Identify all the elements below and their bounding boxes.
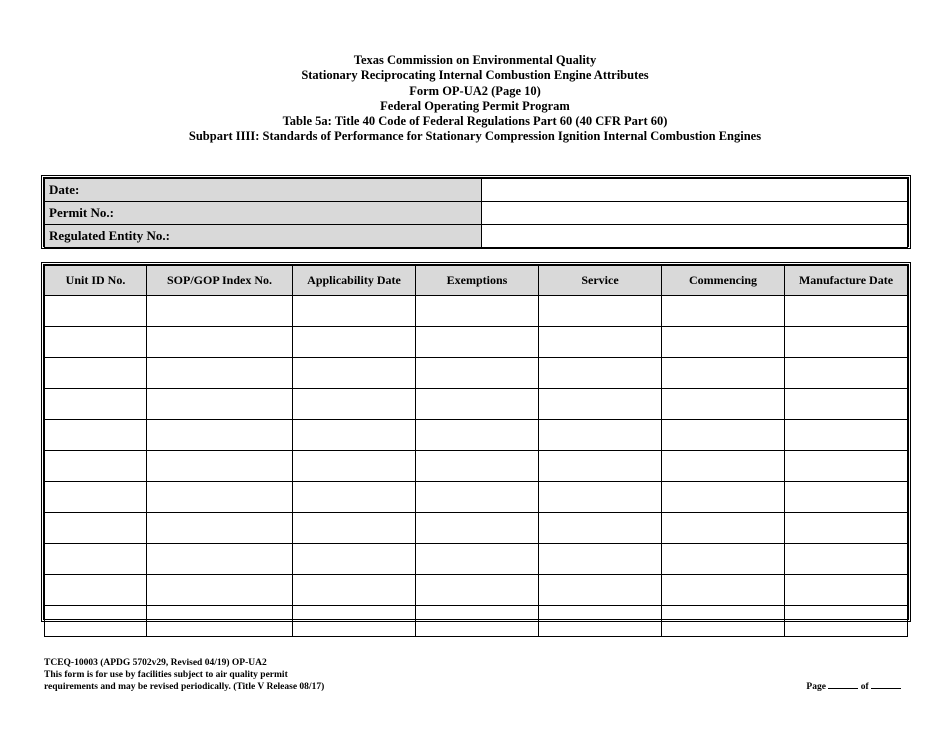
applicability-date-cell[interactable] (293, 575, 416, 606)
form-header (0, 53, 950, 145)
service-cell[interactable] (539, 513, 662, 544)
table-row (45, 606, 908, 637)
exemptions-cell[interactable] (416, 327, 539, 358)
exemptions-cell[interactable] (416, 296, 539, 327)
col-header-sop-gop-index: SOP/GOP Index No. (147, 266, 293, 296)
sop-gop-index-cell[interactable] (147, 544, 293, 575)
manufacture-date-cell[interactable] (785, 544, 908, 575)
applicability-date-cell[interactable] (293, 327, 416, 358)
sop-gop-index-cell[interactable] (147, 482, 293, 513)
date-field[interactable] (482, 179, 908, 202)
usage-note-2: requirements and may be revised periodically. (Title V Release 08/17) (44, 682, 325, 692)
exemptions-cell[interactable] (416, 451, 539, 482)
table-row (45, 575, 908, 606)
unit-id-cell[interactable] (45, 575, 147, 606)
page-label: Page (806, 682, 826, 692)
manufacture-date-cell[interactable] (785, 327, 908, 358)
manufacture-date-cell[interactable] (785, 420, 908, 451)
applicability-date-cell[interactable] (293, 451, 416, 482)
sop-gop-index-cell[interactable] (147, 358, 293, 389)
form-subject: Stationary Reciprocating Internal Combustion Engine Attributes (301, 68, 649, 83)
service-cell[interactable] (539, 606, 662, 637)
table-title: Table 5a: Title 40 Code of Federal Regulations Part 60 (40 CFR Part 60) (282, 114, 668, 129)
commencing-cell[interactable] (662, 389, 785, 420)
exemptions-cell[interactable] (416, 358, 539, 389)
unit-id-cell[interactable] (45, 389, 147, 420)
date-label: Date: (45, 179, 482, 202)
col-header-applicability-date: Applicability Date (293, 266, 416, 296)
applicability-date-cell[interactable] (293, 389, 416, 420)
table-row (45, 544, 908, 575)
exemptions-cell[interactable] (416, 420, 539, 451)
table-row (45, 389, 908, 420)
sop-gop-index-cell[interactable] (147, 327, 293, 358)
of-label: of (860, 682, 869, 692)
commencing-cell[interactable] (662, 513, 785, 544)
service-cell[interactable] (539, 482, 662, 513)
commencing-cell[interactable] (662, 327, 785, 358)
commencing-cell[interactable] (662, 482, 785, 513)
unit-id-cell[interactable] (45, 296, 147, 327)
table-row (45, 451, 908, 482)
sop-gop-index-cell[interactable] (147, 513, 293, 544)
applicability-date-cell[interactable] (293, 358, 416, 389)
form-footer (44, 657, 324, 693)
page-number-field[interactable] (828, 679, 858, 689)
program-name: Federal Operating Permit Program (380, 98, 570, 113)
col-header-service: Service (539, 266, 662, 296)
sop-gop-index-cell[interactable] (147, 420, 293, 451)
page-counter (806, 679, 901, 692)
sop-gop-index-cell[interactable] (147, 606, 293, 637)
sop-gop-index-cell[interactable] (147, 296, 293, 327)
exemptions-cell[interactable] (416, 513, 539, 544)
table-row (45, 482, 908, 513)
unit-id-cell[interactable] (45, 482, 147, 513)
exemptions-cell[interactable] (416, 606, 539, 637)
col-header-exemptions: Exemptions (416, 266, 539, 296)
exemptions-cell[interactable] (416, 544, 539, 575)
col-header-unit-id: Unit ID No. (45, 266, 147, 296)
applicability-date-cell[interactable] (293, 296, 416, 327)
table-header-row (45, 266, 908, 296)
data-table (44, 265, 908, 637)
service-cell[interactable] (539, 327, 662, 358)
service-cell[interactable] (539, 296, 662, 327)
applicability-date-cell[interactable] (293, 606, 416, 637)
data-table-frame (41, 262, 911, 622)
date-row (45, 179, 908, 202)
unit-id-cell[interactable] (45, 358, 147, 389)
unit-id-cell[interactable] (45, 451, 147, 482)
service-cell[interactable] (539, 420, 662, 451)
unit-id-cell[interactable] (45, 544, 147, 575)
sop-gop-index-cell[interactable] (147, 575, 293, 606)
permit-row (45, 202, 908, 225)
agency-title: Texas Commission on Environmental Quality (353, 53, 597, 67)
applicability-date-cell[interactable] (293, 420, 416, 451)
service-cell[interactable] (539, 575, 662, 606)
manufacture-date-cell[interactable] (785, 513, 908, 544)
entity-label: Regulated Entity No.: (45, 225, 482, 248)
applicability-date-cell[interactable] (293, 482, 416, 513)
form-id: TCEQ-10003 (APDG 5702v29, Revised 04/19) OP-UA2 (44, 658, 267, 668)
unit-id-cell[interactable] (45, 513, 147, 544)
commencing-cell[interactable] (662, 420, 785, 451)
unit-id-cell[interactable] (45, 606, 147, 637)
manufacture-date-cell[interactable] (785, 575, 908, 606)
permit-field[interactable] (482, 202, 908, 225)
manufacture-date-cell[interactable] (785, 358, 908, 389)
service-cell[interactable] (539, 358, 662, 389)
col-header-commencing: Commencing (662, 266, 785, 296)
unit-id-cell[interactable] (45, 420, 147, 451)
exemptions-cell[interactable] (416, 389, 539, 420)
subpart-title: Subpart IIII: Standards of Performance for Stationary Compression Ignition Internal Combustion Engines (188, 129, 762, 144)
table-body (45, 296, 908, 637)
commencing-cell[interactable] (662, 606, 785, 637)
commencing-cell[interactable] (662, 358, 785, 389)
table-row (45, 513, 908, 544)
commencing-cell[interactable] (662, 544, 785, 575)
entity-row (45, 225, 908, 248)
service-cell[interactable] (539, 451, 662, 482)
manufacture-date-cell[interactable] (785, 482, 908, 513)
applicability-date-cell[interactable] (293, 513, 416, 544)
service-cell[interactable] (539, 544, 662, 575)
sop-gop-index-cell[interactable] (147, 389, 293, 420)
applicability-date-cell[interactable] (293, 544, 416, 575)
info-table-frame (41, 175, 911, 249)
usage-note-1: This form is for use by facilities subject to air quality permit (44, 670, 288, 680)
table-row (45, 327, 908, 358)
page-total-field[interactable] (871, 679, 901, 689)
table-row (45, 296, 908, 327)
exemptions-cell[interactable] (416, 575, 539, 606)
manufacture-date-cell[interactable] (785, 606, 908, 637)
entity-field[interactable] (482, 225, 908, 248)
permit-label: Permit No.: (45, 202, 482, 225)
exemptions-cell[interactable] (416, 482, 539, 513)
manufacture-date-cell[interactable] (785, 451, 908, 482)
table-row (45, 420, 908, 451)
info-table (44, 178, 908, 248)
unit-id-cell[interactable] (45, 327, 147, 358)
commencing-cell[interactable] (662, 451, 785, 482)
manufacture-date-cell[interactable] (785, 296, 908, 327)
form-number: Form OP-UA2 (Page 10) (409, 83, 541, 98)
commencing-cell[interactable] (662, 575, 785, 606)
commencing-cell[interactable] (662, 296, 785, 327)
col-header-manufacture-date: Manufacture Date (785, 266, 908, 296)
table-row (45, 358, 908, 389)
service-cell[interactable] (539, 389, 662, 420)
manufacture-date-cell[interactable] (785, 389, 908, 420)
sop-gop-index-cell[interactable] (147, 451, 293, 482)
